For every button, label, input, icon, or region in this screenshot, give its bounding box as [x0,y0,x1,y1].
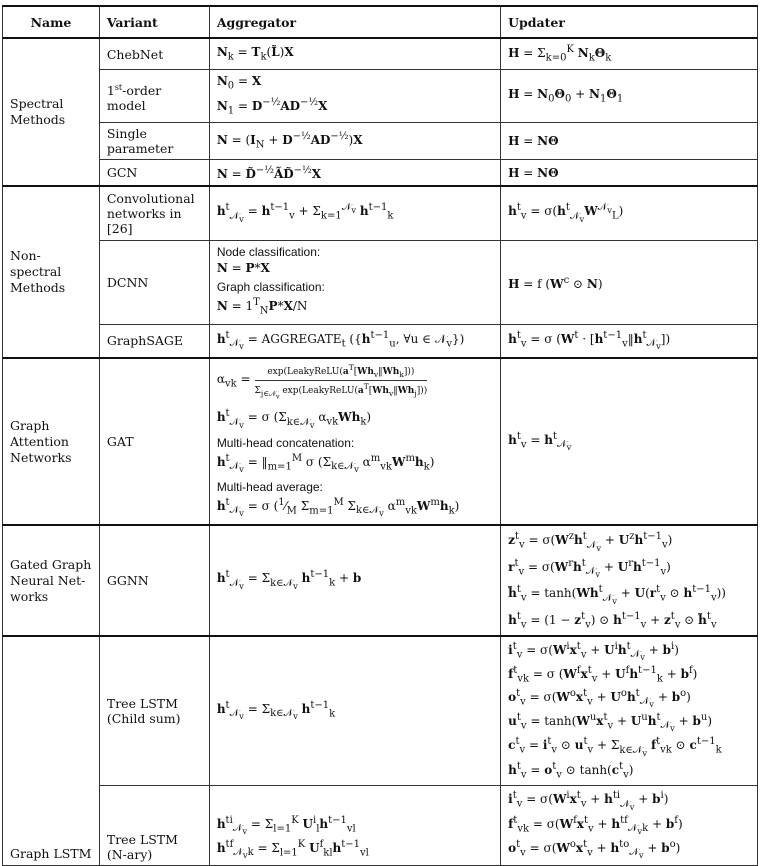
table-row [3,38,758,70]
agg-first-order: $N_0 = X$ $N_1 = D^{-\frac{1}{2}}AD^{-\frac{1}{2}}X$ [209,70,500,123]
upd-convnet: $h^t_v = \sigma(h^t_{𝒩_v}W^{𝒩_v}_L)$ [501,186,758,240]
variant-single-parameter: Single parameter [99,123,209,160]
category-spectral: Spectral Methods [3,38,100,186]
agg-graphsage: $h^t_{𝒩_v}$ = $AGGREGATE_t$ ({$h^{t-1}_u$, ∀u ∈ 𝒩$_v$}) [209,324,500,358]
table-row [3,324,758,358]
upd-treelstm-child: $i^t_v = \sigma(W^ix^t_v + U^ih^t_{𝒩_v} + b^i)$ $f^t_{vk} = \sigma$ $(W^fx^t_v + U^fh^{t-1}_k + b^f)$ $o^t_v = \sigma(W^ox^t_v + U^oh^t_{𝒩_v} + b^o)$ $u^t_v = \tanh(W^ux^t_v + U^uh^t_{𝒩_v} + b^u)$ $c^t_v = i^t_v$ ⊙ $u^t_v + \Sigma_{k\in 𝒩_v}$ $f^t_{vk}$ ⊙ $c^{t-1}_k$ $h^t_v = o^t_v$ ⊙ $\tanh(c^t_v)$ [501,636,758,786]
table-row [3,786,758,866]
upd-graphsage: $h^t_v = \sigma$ ($W^t$ · $[h^{t-1}_v‖h^t_{𝒩_v}]$) [501,324,758,358]
category-gat: Graph Attention Networks [3,358,100,525]
upd-single-parameter: H = NΘ [501,123,758,160]
gnn-variants-table [2,5,758,866]
header-updater: Updater [501,6,758,38]
variant-treelstm-child: Tree LSTM (Child sum) [99,636,209,786]
upd-gat: $h^t_v = h^t_{𝒩_v}$ [501,358,758,525]
gat-concat-label: Multi-head concatenation: [216,435,355,450]
variant-gat: GAT [99,358,209,525]
header-name: Name [3,6,100,38]
upd-first-order: $H = N_0\Theta_0 + N_1\Theta_1$ [501,70,758,123]
table-row [3,186,758,240]
table-row [3,123,758,160]
variant-gcn: GCN [99,160,209,187]
upd-treelstm-nary: $i^t_v = \sigma(W^ix^t_v + h^{ti}_{𝒩_v} + b^i)$ $f^t_{vk} = \sigma(W^fx^t_v + h^{tf}_{𝒩_vk} + b^f)$ $o^t_v = \sigma(W^ox^t_v + h^{to}_{𝒩_v} + b^o)$ [501,786,758,866]
header-row [3,6,758,38]
upd-chebnet: $H = \Sigma_{k=0}^K$ $N_k\Theta_k$ [501,38,758,70]
upd-dcnn: H = f ($W^c$ ⊙ N) [501,240,758,324]
agg-gat: $\alpha_{vk}$ = $\exp(LeakyReLU(a^T[Wh_v‖Wh_k]))$ $\Sigma_{j\in 𝒩_v}$ $\exp(LeakyReLU(a^T[Wh_v‖Wh_j]))$ $h^t_{𝒩_v} = \sigma$ ($\Sigma_{k\in 𝒩_v}$ $\alpha_{vk}Wh_k$) Multi-head concatenation: $h^t_{𝒩_v}$ = $‖_{m=1}^M$ σ ($\Sigma_{k\in 𝒩_v}$ $\alpha^m_{vk}W^mh_k$) Multi-head average: $h^t_{𝒩_v} = \sigma$ ($^1⁄_M$ $\Sigma_{m=1}^M$ $\Sigma_{k\in 𝒩_v}$ $\alpha^m_{vk}W^mh_k$) [209,358,500,525]
dcnn-node-label: Node classification: [216,244,321,259]
variant-graphsage: GraphSAGE [99,324,209,358]
agg-single-parameter: $N = (I_N + D^{-\frac{1}{2}}AD^{-\frac{1}{2}})X$ [209,123,500,160]
agg-convnet: $h^t_{𝒩_v} = h^{t-1}_v + \Sigma_{k=1}^{𝒩_v}$ $h^{t-1}_k$ [209,186,500,240]
table-row [3,240,758,324]
category-nonspectral: Non-spectral Methods [3,186,100,358]
agg-ggnn: $h^t_{𝒩_v} = \Sigma_{k\in 𝒩_v}$ $h^{t-1}_k + b$ [209,525,500,636]
agg-dcnn: Node classification: N = P*X Graph classification: $N = 1^T_NP*X/N$ [209,240,500,324]
table-row [3,358,758,525]
upd-ggnn: $z^t_v = \sigma(W^zh^t_{𝒩_v} + U^zh^{t-1}_v)$ $r^t_v = \sigma(W^rh^t_{𝒩_v} + U^rh^{t-1}_v)$ h̃$^t_v$ = $\tanh(Wh^t_{𝒩_v} + U(r^t_v$ ⊙ $h^{t-1}_v$)) $h^t_v = (1 - z^t_v)$ ⊙ $h^{t-1}_v + z^t_v$ ⊙ h̃$^t_v$ [501,525,758,636]
variant-ggnn: GGNN [99,525,209,636]
variant-first-order: 1st-order model [99,70,209,123]
category-graphlstm: Graph LSTM [3,636,100,866]
upd-gcn: H = NΘ [501,160,758,187]
gat-average-label: Multi-head average: [216,479,323,494]
agg-chebnet: $N_k$ = $T_k(L̃)X$ [209,38,500,70]
agg-treelstm-child: $h^t_{𝒩_v} = \Sigma_{k\in 𝒩_v}$ $h^{t-1}_k$ [209,636,500,786]
dcnn-graph-label: Graph classification: [216,279,325,294]
table-row [3,525,758,636]
table-row [3,160,758,187]
variant-chebnet: ChebNet [99,38,209,70]
header-aggregator: Aggregator [209,6,500,38]
variant-dcnn: DCNN [99,240,209,324]
category-ggnn: Gated Graph Neural Net-works [3,525,100,636]
header-variant: Variant [99,6,209,38]
variant-convnet: Convolutional networks in [26] [99,186,209,240]
agg-gcn: N = D̃$^{-\frac{1}{2}}$ÃD̃$^{-\frac{1}{2}}$X [209,160,500,187]
table-row [3,636,758,786]
table-row [3,70,758,123]
variant-treelstm-nary: Tree LSTM (N-ary) [99,786,209,866]
agg-treelstm-nary: $h^{ti}_{𝒩_v} = \Sigma_{l=1}^K$ $U^i_lh^{t-1}_{vl}$ $h^{tf}_{𝒩_vk} = \Sigma_{l=1}^K$ $U^f_{kl}h^{t-1}_{vl}$ [209,786,500,866]
